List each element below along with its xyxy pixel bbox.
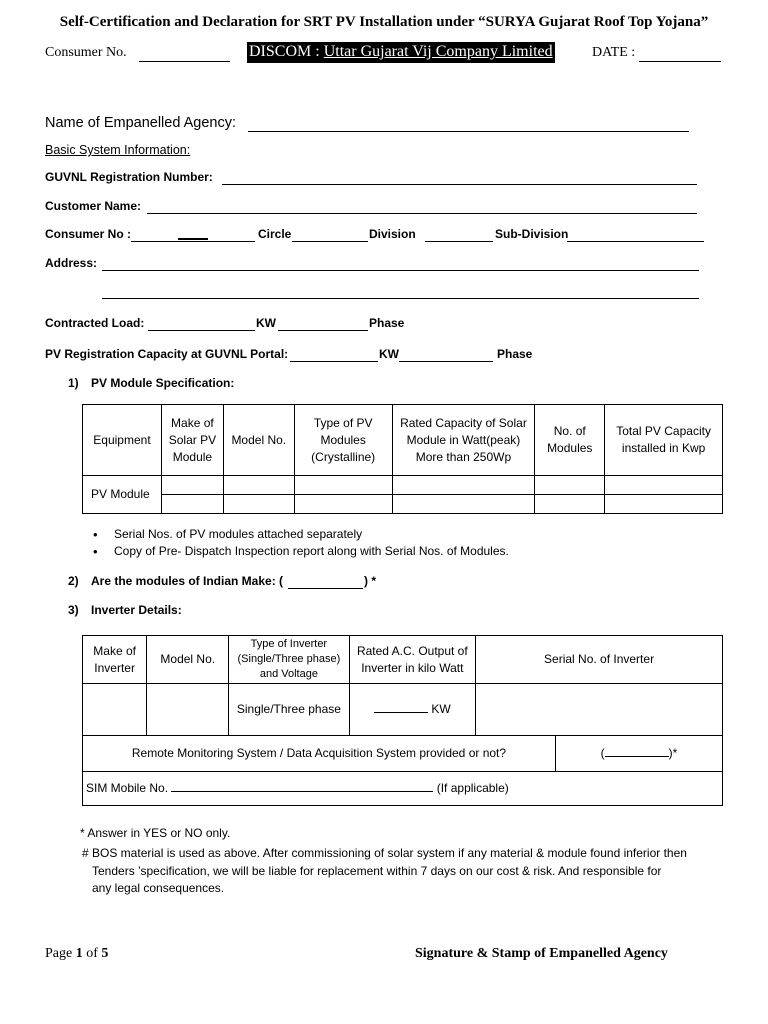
answer-note: * Answer in YES or NO only. <box>80 826 231 840</box>
inv-phase-cell[interactable]: Single/Three phase <box>229 684 349 736</box>
division-field[interactable] <box>425 241 493 242</box>
pv-cell[interactable] <box>535 495 605 514</box>
pv-col-count: No. of Modules <box>535 405 605 476</box>
pv-col-rated-capacity: Rated Capacity of Solar Module in Watt(peak) More than 250Wp <box>392 405 535 476</box>
inv-col-rated-output: Rated A.C. Output of Inverter in kilo Watt <box>349 636 476 684</box>
bos-note-line-3: any legal consequences. <box>92 881 225 895</box>
section-2-suffix: ) * <box>364 574 376 588</box>
pv-row-label: PV Module <box>83 476 162 514</box>
pv-cell[interactable] <box>605 495 723 514</box>
sim-row <box>83 772 723 806</box>
discom-name: Uttar Gujarat Vij Company Limited <box>323 43 553 60</box>
circle-label: Circle <box>258 227 292 241</box>
guvnl-reg-label: GUVNL Registration Number: <box>45 170 213 184</box>
address-field-1[interactable] <box>102 270 699 271</box>
pv-table-header-row <box>83 405 723 476</box>
section-3-number: 3) <box>68 603 79 617</box>
pv-table-row <box>83 495 723 514</box>
inv-kw-cell[interactable] <box>349 684 476 736</box>
list-item: • Copy of Pre- Dispatch Inspection report along with Serial Nos. of Modules. <box>93 543 509 560</box>
date-field[interactable] <box>639 61 721 62</box>
circle-field[interactable] <box>292 241 368 242</box>
remote-answer-open: ( <box>600 746 605 760</box>
consumer-no-mark <box>178 238 208 240</box>
pv-cell[interactable] <box>161 476 223 495</box>
pv-cell[interactable] <box>294 495 392 514</box>
indian-make-field[interactable] <box>288 588 363 589</box>
agency-field[interactable] <box>248 131 689 132</box>
section-1-heading: PV Module Specification: <box>91 376 235 390</box>
pv-cell[interactable] <box>535 476 605 495</box>
pv-reg-capacity-label: PV Registration Capacity at GUVNL Portal: <box>45 347 289 361</box>
pv-module-table <box>82 404 723 514</box>
inv-kw-blank[interactable] <box>374 701 428 713</box>
contracted-load-phase-unit: Phase <box>369 316 405 330</box>
contracted-load-kw-field[interactable] <box>148 330 255 331</box>
discom-badge <box>247 42 555 63</box>
section-2-number: 2) <box>68 574 79 588</box>
section-1-number: 1) <box>68 376 79 390</box>
pv-cell[interactable] <box>392 495 535 514</box>
consumer-no-row-label: Consumer No : <box>45 227 132 241</box>
remote-answer-blank[interactable] <box>605 745 669 757</box>
agency-label: Name of Empanelled Agency: <box>45 115 237 131</box>
signature-label: Signature & Stamp of Empanelled Agency <box>415 946 668 961</box>
bos-note-line-1: # BOS material is used as above. After commissioning of solar system if any material & module found inferior then <box>82 846 687 860</box>
attachment-list <box>93 526 509 560</box>
inv-serial-cell[interactable] <box>476 684 723 736</box>
consumer-no-label: Consumer No. <box>45 45 127 60</box>
customer-name-field[interactable] <box>147 213 697 214</box>
pv-col-type: Type of PV Modules (Crystalline) <box>294 405 392 476</box>
address-field-2[interactable] <box>102 298 699 299</box>
remote-monitoring-row <box>83 736 723 772</box>
contracted-load-kw-unit: KW <box>256 316 276 330</box>
section-3-heading: Inverter Details: <box>91 603 182 617</box>
consumer-no-row-field[interactable] <box>131 241 255 242</box>
sub-division-label: Sub-Division <box>495 227 569 241</box>
form-title: Self-Certification and Declaration for SRT PV Installation under “SURYA Gujarat Roof Top Yojana” <box>59 14 709 30</box>
pv-reg-capacity-kw-unit: KW <box>379 347 399 361</box>
pv-table-row <box>83 476 723 495</box>
page-of: of <box>82 946 102 961</box>
inv-cell[interactable] <box>83 684 147 736</box>
pv-reg-capacity-phase-unit: Phase <box>497 347 533 361</box>
page-number <box>45 946 108 962</box>
pv-cell[interactable] <box>223 476 294 495</box>
contracted-load-label: Contracted Load: <box>45 316 145 330</box>
pv-col-total-capacity: Total PV Capacity installed in Kwp <box>605 405 723 476</box>
contracted-load-phase-field[interactable] <box>278 330 368 331</box>
list-item: • Serial Nos. of PV modules attached separately <box>93 526 509 543</box>
inverter-header-row <box>83 636 723 684</box>
pv-cell[interactable] <box>223 495 294 514</box>
pv-col-make: Make of Solar PV Module <box>161 405 223 476</box>
inv-col-model: Model No. <box>147 636 229 684</box>
discom-prefix: DISCOM : <box>249 43 324 60</box>
pv-col-model: Model No. <box>223 405 294 476</box>
customer-name-label: Customer Name: <box>45 199 142 213</box>
pv-cell[interactable] <box>605 476 723 495</box>
address-label: Address: <box>45 256 98 270</box>
page-current: 1 <box>75 946 83 961</box>
page-prefix: Page <box>45 946 76 961</box>
remote-answer-close: )* <box>668 746 678 760</box>
sim-mobile-field[interactable] <box>171 780 433 792</box>
inverter-table <box>82 635 723 806</box>
sim-suffix: (If applicable) <box>436 781 509 795</box>
page-total: 5 <box>101 946 109 961</box>
pv-cell[interactable] <box>161 495 223 514</box>
pv-cell[interactable] <box>392 476 535 495</box>
basic-info-heading: Basic System Information: <box>45 143 191 157</box>
division-label: Division <box>369 227 416 241</box>
sim-label: SIM Mobile No. <box>86 781 169 795</box>
inverter-row <box>83 684 723 736</box>
sim-cell <box>83 772 723 806</box>
date-label: DATE : <box>592 45 636 60</box>
remote-monitoring-answer[interactable] <box>555 736 722 772</box>
guvnl-reg-field[interactable] <box>222 184 697 185</box>
pv-cell[interactable] <box>294 476 392 495</box>
pv-reg-capacity-kw-field[interactable] <box>290 361 378 362</box>
inv-cell[interactable] <box>147 684 229 736</box>
inv-col-serial: Serial No. of Inverter <box>476 636 723 684</box>
inv-col-make: Make of Inverter <box>83 636 147 684</box>
pv-col-equipment: Equipment <box>83 405 162 476</box>
inv-kw-unit: KW <box>431 702 451 716</box>
bos-note-line-2: Tenders ’specification, we will be liable for replacement within 7 days on our cost & risk. And responsible for <box>92 864 662 878</box>
section-2-question: Are the modules of Indian Make: ( <box>91 574 284 588</box>
pv-reg-capacity-phase-field[interactable] <box>399 361 493 362</box>
sub-division-field[interactable] <box>567 241 704 242</box>
consumer-no-field[interactable] <box>139 61 230 62</box>
remote-monitoring-question: Remote Monitoring System / Data Acquisition System provided or not? <box>83 736 556 772</box>
inv-col-type: Type of Inverter (Single/Three phase) and Voltage <box>229 636 349 684</box>
